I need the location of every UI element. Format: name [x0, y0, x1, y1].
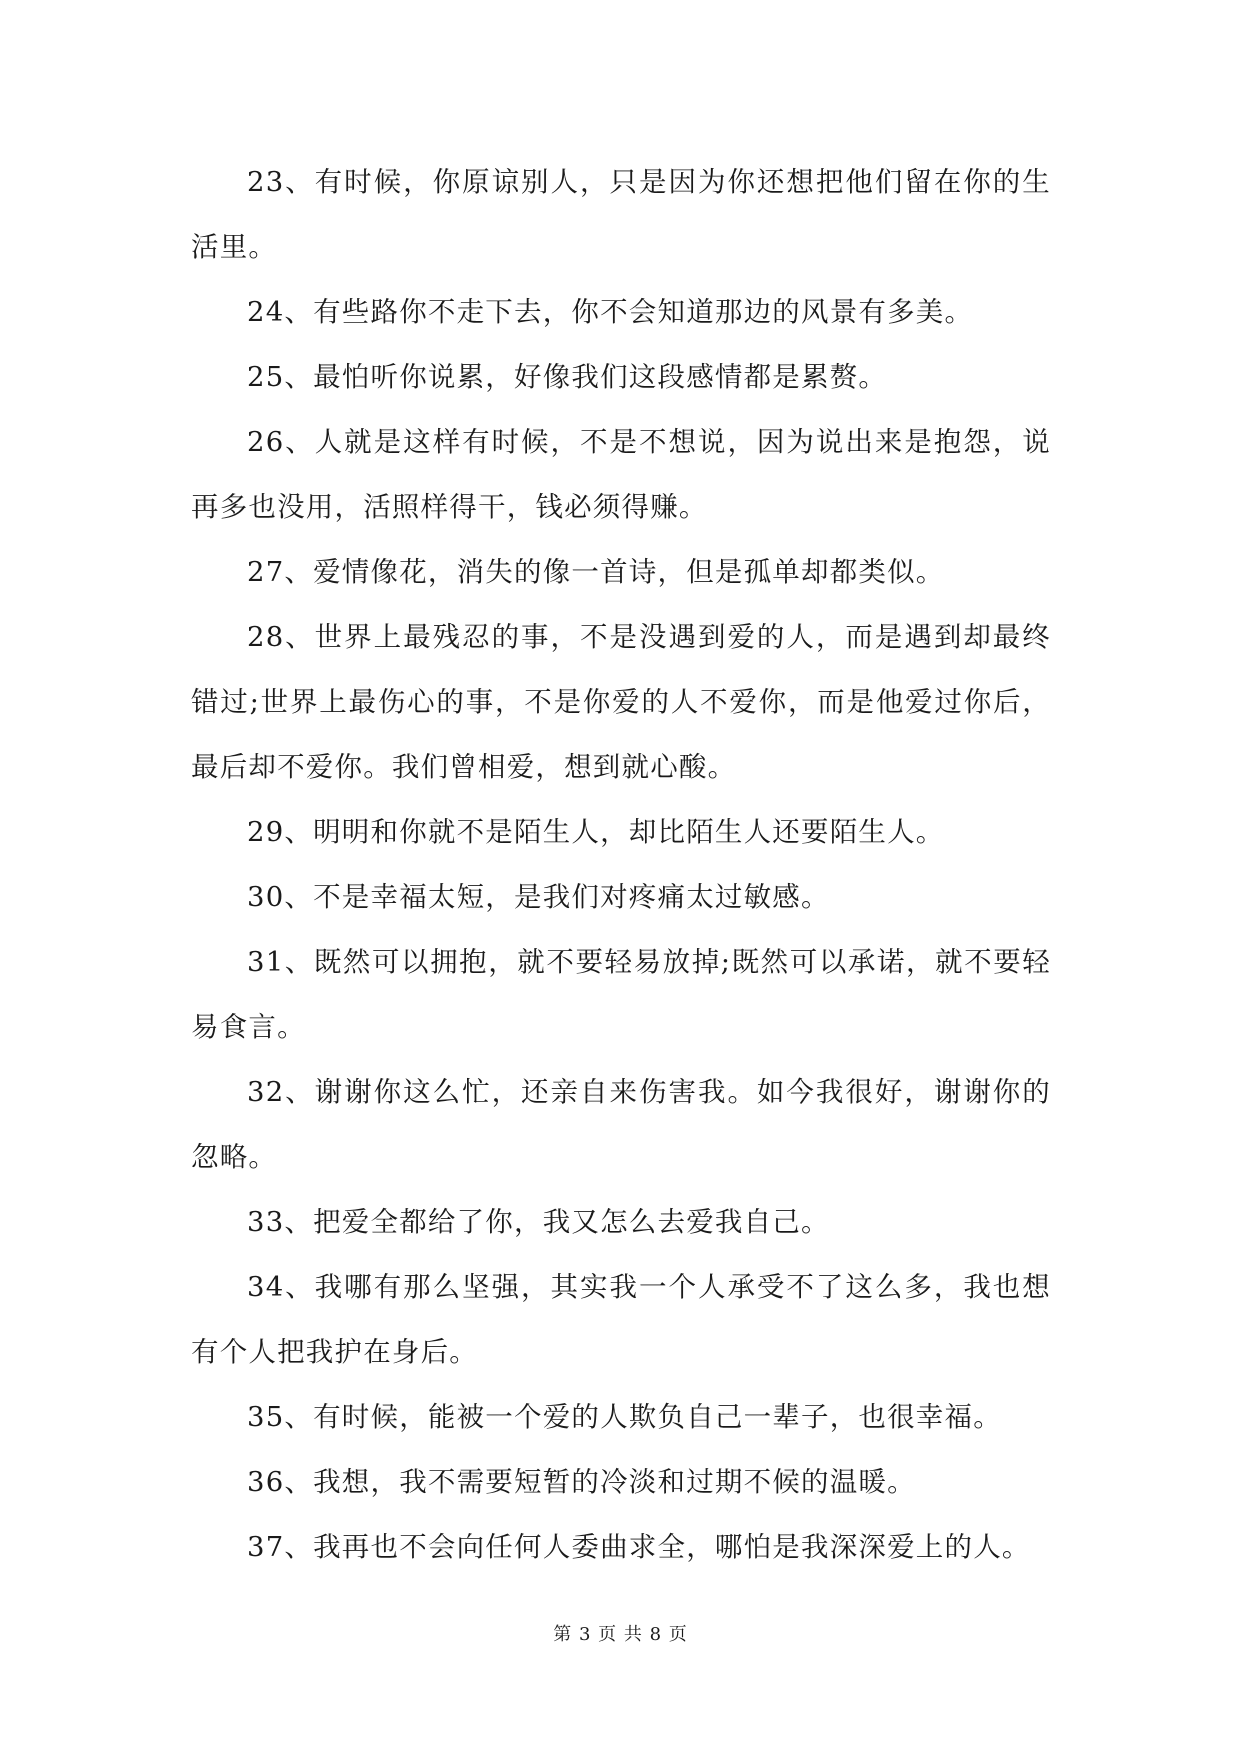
paragraph-28: 28、世界上最残忍的事，不是没遇到爱的人，而是遇到却最终错过;世界上最伤心的事，不是你爱的人不爱你，而是他爱过你后，最后却不爱你。我们曾相爱，想到就心酸。 — [191, 621, 1051, 783]
paragraph-25: 25、最怕听你说累，好像我们这段感情都是累赘。 — [247, 361, 888, 393]
page-footer: 第 3 页 共 8 页 — [553, 1624, 688, 1645]
paragraph-29: 29、明明和你就不是陌生人，却比陌生人还要陌生人。 — [247, 816, 945, 848]
paragraph-31: 31、既然可以拥抱，就不要轻易放掉;既然可以承诺，就不要轻易食言。 — [191, 946, 1051, 1043]
paragraph-32: 32、谢谢你这么忙，还亲自来伤害我。如今我很好，谢谢你的忽略。 — [191, 1076, 1051, 1173]
paragraph-26: 26、人就是这样有时候，不是不想说，因为说出来是抱怨，说再多也没用，活照样得干，钱必须得赚。 — [191, 426, 1051, 523]
paragraph-27: 27、爱情像花，消失的像一首诗，但是孤单却都类似。 — [247, 556, 945, 588]
paragraph-37: 37、我再也不会向任何人委曲求全，哪怕是我深深爱上的人。 — [247, 1531, 1031, 1563]
paragraph-33: 33、把爱全都给了你，我又怎么去爱我自己。 — [247, 1206, 830, 1238]
paragraph-30: 30、不是幸福太短，是我们对疼痛太过敏感。 — [247, 881, 830, 913]
document-body — [191, 150, 1051, 1580]
paragraph-24: 24、有些路你不走下去，你不会知道那边的风景有多美。 — [247, 296, 974, 328]
paragraph-34: 34、我哪有那么坚强，其实我一个人承受不了这么多，我也想有个人把我护在身后。 — [191, 1271, 1051, 1368]
paragraph-36: 36、我想，我不需要短暂的冷淡和过期不候的温暖。 — [247, 1466, 916, 1498]
paragraph-35: 35、有时候，能被一个爱的人欺负自己一辈子，也很幸福。 — [247, 1401, 1002, 1433]
paragraph-23: 23、有时候，你原谅别人，只是因为你还想把他们留在你的生活里。 — [191, 166, 1051, 263]
